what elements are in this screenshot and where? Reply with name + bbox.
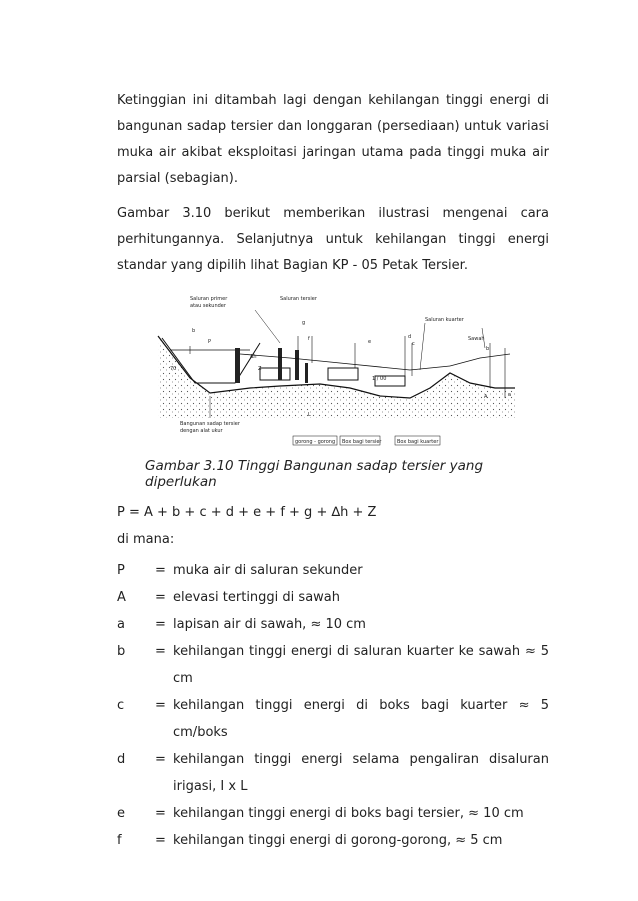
- label-z: Z: [258, 366, 262, 372]
- label-g: g: [302, 320, 306, 326]
- label-b: b: [192, 328, 196, 334]
- label-saluran-kuarter: Saluran kuarter: [425, 317, 464, 323]
- definition-symbol: a: [117, 617, 125, 632]
- definition-text: kehilangan tinggi energi di saluran kuarter ke sawah ≈ 5: [173, 644, 549, 659]
- definition-symbol: e: [117, 806, 125, 821]
- definition-symbol: P: [117, 563, 125, 578]
- paragraph-intro: Ketinggian ini ditambah lagi dengan kehilangan tinggi energi di bangunan sadap tersier dan longgaran (persediaan) untuk variasi muka air akibat eksploitasi jaringan utama pada tinggi muka air parsial (sebagian).: [117, 93, 549, 186]
- definition-text: kehilangan tinggi energi di gorong-gorong, ≈ 5 cm: [173, 833, 503, 848]
- paragraph-figure-reference: Gambar 3.10 berikut memberikan ilustrasi mengenai cara perhitungannya. Selanjutnya untuk kehilangan tinggi energi standar yang dipilih lihat Bagian KP - 05 Petak Tersier.: [117, 206, 549, 273]
- definition-d: [117, 746, 549, 773]
- label-sawah: Sawah: [468, 336, 485, 342]
- definition-equals: =: [155, 698, 166, 713]
- figure-caption: Gambar 3.10 Tinggi Bangunan sadap tersier yang diperlukan: [145, 458, 484, 490]
- definition-a: [117, 611, 549, 638]
- definition-P: [117, 557, 549, 584]
- definition-symbol: b: [117, 644, 126, 659]
- label-a: a: [508, 392, 512, 398]
- label-A: A: [484, 394, 488, 400]
- label-e: e: [368, 339, 372, 345]
- definition-equals: =: [155, 644, 166, 659]
- label-bangunan-sadap-1: Bangunan sadap tersier: [180, 421, 240, 427]
- formula: P = A + b + c + d + e + f + g + ∆h + Z: [117, 505, 377, 520]
- label-slope: 1 / 00: [372, 376, 387, 382]
- definition-symbol: c: [117, 698, 125, 713]
- label-dh: Δh: [250, 354, 257, 360]
- definition-equals: =: [155, 833, 166, 848]
- definition-symbol: d: [117, 752, 126, 767]
- label-gorong-gorong: gorong - gorong: [295, 439, 336, 445]
- definition-b: [117, 638, 549, 665]
- definition-equals: =: [155, 752, 166, 767]
- definition-A: [117, 584, 549, 611]
- label-atau-sekunder: atau sekunder: [190, 303, 226, 309]
- figure-diagram: [150, 288, 520, 450]
- label-d: d: [408, 334, 412, 340]
- label-saluran-primer: Saluran primer: [190, 296, 228, 302]
- definition-symbol: f: [117, 833, 122, 848]
- definition-continuation: cm: [173, 671, 193, 686]
- definition-symbol: A: [117, 590, 126, 605]
- definition-e: [117, 800, 549, 827]
- label-L: L: [308, 412, 311, 418]
- definition-c: [117, 692, 549, 746]
- definition-equals: =: [155, 806, 166, 821]
- label-saluran-tersier: Saluran tersier: [280, 296, 317, 302]
- definition-text: kehilangan tinggi energi di boks bagi kuarter ≈ 5 cm/boks: [173, 698, 549, 740]
- label-bangunan-sadap-2: dengan alat ukur: [180, 428, 223, 434]
- label-seventy: 70: [170, 366, 177, 372]
- label-P: P: [208, 339, 212, 345]
- label-b2: b: [486, 346, 490, 352]
- label-f: f: [308, 336, 310, 342]
- definition-text: kehilangan tinggi energi selama pengaliran disaluran: [173, 752, 549, 767]
- definition-f: [117, 827, 549, 854]
- label-box-kuarter: Box bagi kuarter: [397, 439, 439, 445]
- label-box-tersier: Box bagi tersier: [342, 439, 382, 445]
- definition-text: lapisan air di sawah, ≈ 10 cm: [173, 617, 366, 632]
- dimana-label: di mana:: [117, 532, 175, 547]
- definition-text: kehilangan tinggi energi di boks bagi tersier, ≈ 10 cm: [173, 806, 524, 821]
- definition-text: muka air di saluran sekunder: [173, 563, 363, 578]
- definition-continuation: irigasi, I x L: [173, 779, 248, 794]
- definitions-list: [117, 557, 549, 854]
- definition-equals: =: [155, 590, 166, 605]
- definition-text: elevasi tertinggi di sawah: [173, 590, 340, 605]
- label-c: c: [412, 341, 415, 347]
- definition-equals: =: [155, 563, 166, 578]
- definition-equals: =: [155, 617, 166, 632]
